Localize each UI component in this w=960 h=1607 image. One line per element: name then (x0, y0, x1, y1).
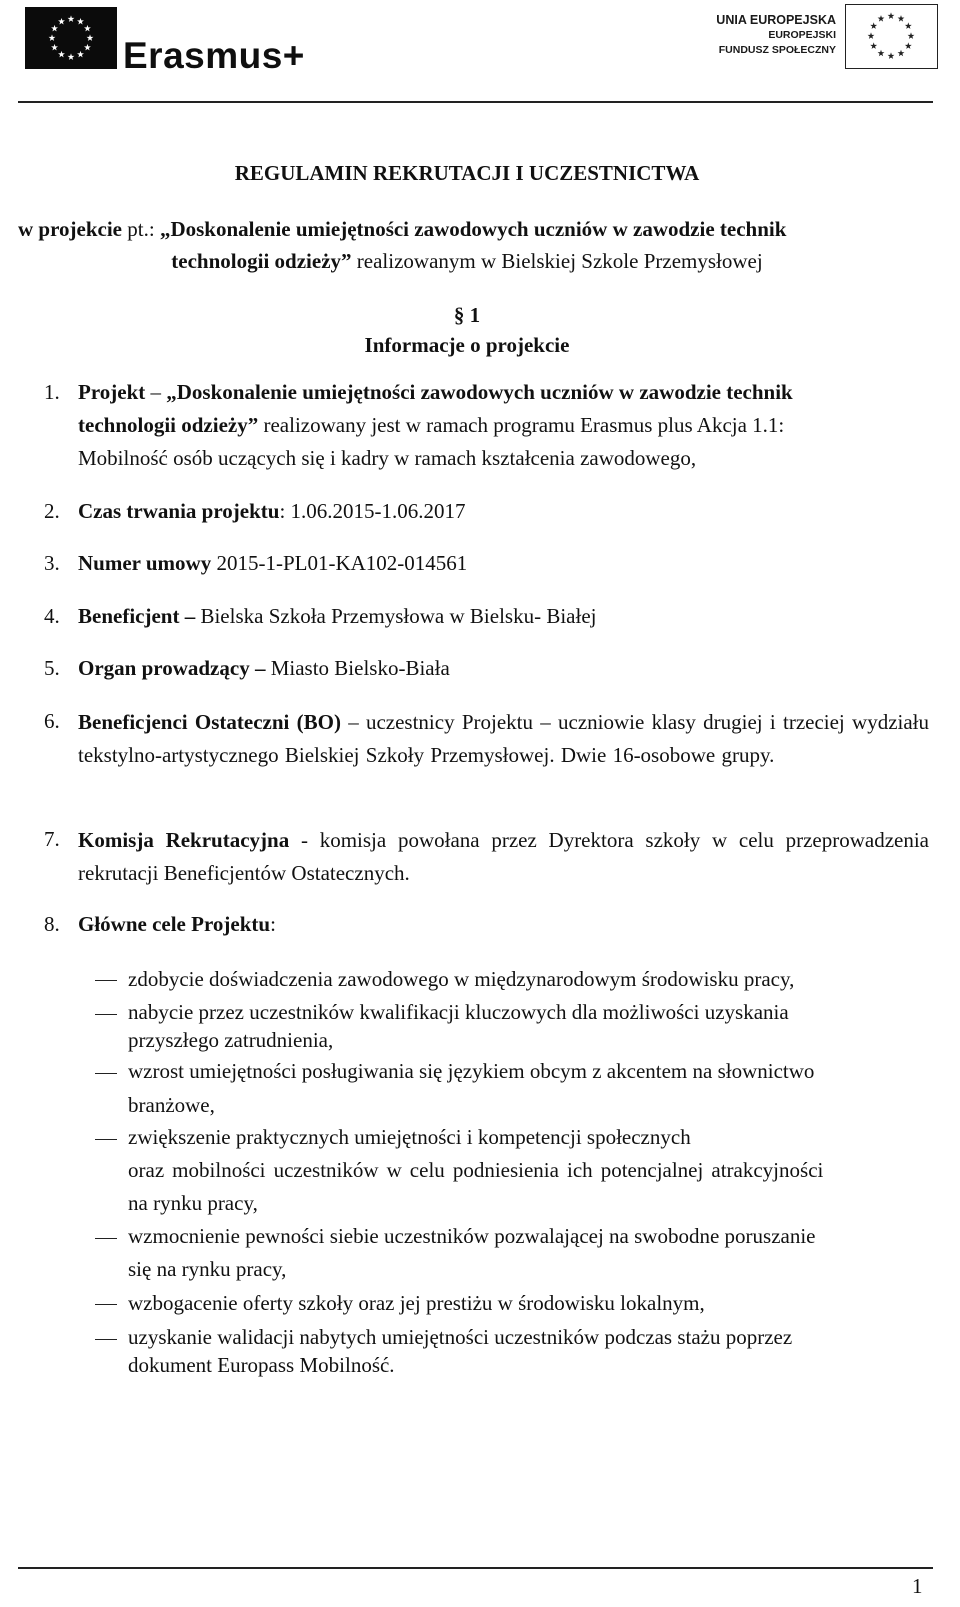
item-8-text (78, 909, 276, 940)
item-7-text (78, 824, 929, 890)
bullet-dash (95, 1014, 117, 1015)
document-title: REGULAMIN REKRUTACJI I UCZESTNICTWA (234, 161, 700, 185)
item-2-number: 2. (44, 499, 60, 523)
item-4-value: Bielska Szkoła Przemysłowa w Bielsku- Białej (195, 604, 597, 628)
item-4-number: 4. (44, 604, 60, 628)
bullet-dash (95, 1238, 117, 1239)
star-icon (878, 50, 885, 57)
item-1-label: Projekt (78, 380, 146, 404)
erasmus-plus-logo (25, 7, 325, 76)
item-1-number: 1. (44, 380, 60, 404)
goal-line-7: oraz mobilności uczestników w celu podniesienia ich potencjalnej atrakcyjności (128, 1158, 824, 1182)
star-icon (868, 32, 875, 39)
eu-flag-icon (25, 7, 117, 69)
item-7-label: Komisja Rekrutacyjna (78, 828, 290, 852)
item-3-value: 2015-1-PL01-KA102-014561 (211, 551, 468, 575)
bullet-dash (95, 1304, 117, 1305)
erasmus-wordmark: Erasmus+ (123, 35, 305, 76)
esf-line-3: FUNDUSZ SPOŁECZNY (718, 44, 836, 56)
bullet-dash (95, 1073, 117, 1074)
star-icon (870, 22, 877, 29)
item-6-label: Beneficjenci Ostateczni (BO) (78, 710, 341, 734)
item-7-number: 7. (44, 827, 60, 851)
page-header (0, 0, 960, 104)
header-divider (18, 101, 933, 103)
subtitle-prefix: w projekcie (18, 217, 123, 241)
item-5-number: 5. (44, 656, 60, 680)
eu-stars-icon (845, 4, 938, 69)
goal-line-9: wzmocnienie pewności siebie uczestników pozwalającej na swobodne poruszanie (128, 1224, 816, 1248)
item-6-number: 6. (44, 709, 60, 733)
esf-line-2: EUROPEJSKI (768, 29, 836, 41)
star-icon (905, 42, 912, 49)
item-5-label: Organ prowadzący – (78, 656, 266, 680)
item-2-value: : 1.06.2015-1.06.2017 (279, 499, 466, 523)
star-icon (905, 22, 912, 29)
bullet-dash (95, 1339, 117, 1340)
item-5-text (78, 653, 450, 684)
goal-line-8: na rynku pracy, (128, 1191, 258, 1215)
goal-line-6: zwiększenie praktycznych umiejętności i kompetencji społecznych (128, 1125, 691, 1149)
esf-logo-text (708, 13, 836, 58)
item-3-number: 3. (44, 551, 60, 575)
item-1-project-name: „Doskonalenie umiejętności zawodowych uczniów w zawodzie technik (166, 380, 793, 404)
goal-line-12: uzyskanie walidacji nabytych umiejętności uczestników podczas stażu poprzez (128, 1325, 793, 1349)
star-icon (888, 52, 895, 59)
section-number: § 1 (453, 303, 481, 327)
item-6-value: – uczestnicy Projektu – uczniowie klasy drugiej i trzeciej wydziału tekstylno-artystycznego Bielskiej Szkoły Przemysłowej. Dwie 16-osobowe grupy. (78, 710, 929, 767)
item-4-text (78, 601, 597, 632)
item-1-dash: – (145, 380, 167, 404)
item-2-text (78, 496, 466, 527)
item-1-program: realizowany jest w ramach programu Erasmus plus Akcja 1.1: (258, 413, 785, 437)
section-heading: Informacje o projekcie (364, 333, 570, 357)
footer-divider (18, 1567, 933, 1569)
page-number: 1 (912, 1574, 923, 1598)
goal-line-5: branżowe, (128, 1093, 215, 1117)
bullet-dash (95, 980, 117, 981)
subtitle-school: realizowanym w Bielskiej Szkole Przemysłowej (351, 249, 763, 273)
item-4-label: Beneficjent – (78, 604, 196, 628)
item-8-label: Główne cele Projektu (78, 912, 271, 936)
star-icon (878, 15, 885, 22)
subtitle-project-name-cont: technologii odzieży” (171, 249, 352, 273)
star-icon (898, 50, 905, 57)
item-1-line-1 (78, 377, 793, 408)
goal-line-10: się na rynku pracy, (128, 1257, 287, 1281)
goal-line-11: wzbogacenie oferty szkoły oraz jej prestiżu w środowisku lokalnym, (128, 1291, 705, 1315)
subtitle-pt: pt.: (122, 217, 160, 241)
item-5-value: Miasto Bielsko-Biała (265, 656, 450, 680)
star-icon (908, 32, 915, 39)
goal-line-2: nabycie przez uczestników kwalifikacji kluczowych dla możliwości uzyskania (128, 1000, 789, 1024)
item-3-label: Numer umowy (78, 551, 212, 575)
item-3-text (78, 548, 467, 579)
star-icon (870, 42, 877, 49)
item-7-value: - komisja powołana przez Dyrektora szkoły w celu przeprowadzenia rekrutacji Beneficjentów Ostatecznych. (78, 828, 929, 885)
item-2-label: Czas trwania projektu (78, 499, 280, 523)
goal-line-3: przyszłego zatrudnienia, (128, 1028, 334, 1052)
esf-line-1: UNIA EUROPEJSKA (716, 13, 836, 27)
star-icon (898, 15, 905, 22)
item-1-project-name-cont: technologii odzieży” (78, 413, 259, 437)
item-8-colon: : (270, 912, 276, 936)
item-8-number: 8. (44, 912, 60, 936)
goal-line-4: wzrost umiejętności posługiwania się językiem obcym z akcentem na słownictwo (128, 1059, 815, 1083)
item-1-line-2 (78, 410, 784, 441)
subtitle-line-2 (0, 246, 934, 277)
goal-line-13: dokument Europass Mobilność. (128, 1353, 395, 1377)
subtitle-line-1 (18, 214, 786, 245)
subtitle-project-name: „Doskonalenie umiejętności zawodowych uczniów w zawodzie technik (159, 217, 787, 241)
goal-line-1: zdobycie doświadczenia zawodowego w międzynarodowym środowisku pracy, (128, 967, 795, 991)
item-6-text (78, 706, 929, 772)
star-icon (888, 12, 895, 19)
bullet-dash (95, 1139, 117, 1140)
item-1-line-3: Mobilność osób uczących się i kadry w ramach kształcenia zawodowego, (78, 446, 697, 470)
esf-logo (708, 4, 940, 72)
